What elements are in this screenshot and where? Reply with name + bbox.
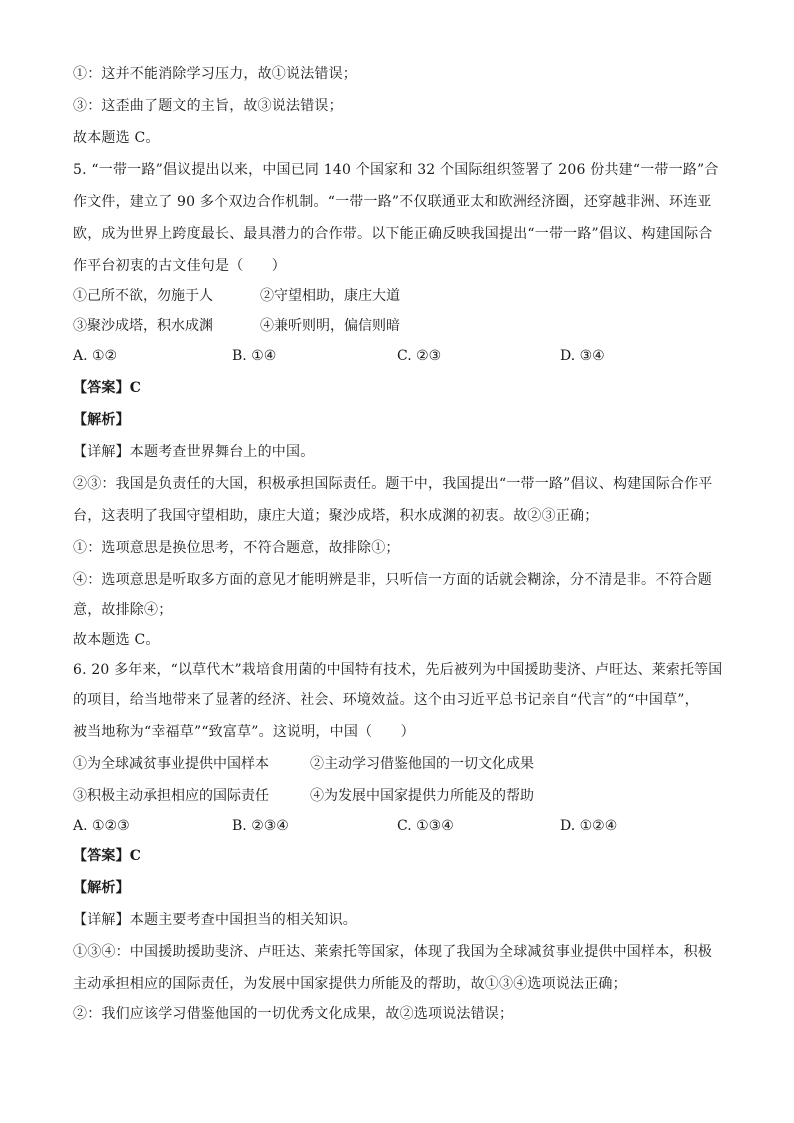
q5-item-4: ④兼听则明，偏信则暗: [260, 318, 400, 334]
q6-stem-line-3: 被当地称为“幸福草”“致富草”。这说明，中国（ ）: [73, 724, 415, 740]
q6-item-3: ③积极主动承担相应的国际责任: [73, 788, 269, 804]
q5-option-b: B. ①④: [232, 348, 277, 364]
q6-detail: 【详解】本题主要考查中国担当的相关知识。: [73, 912, 357, 928]
q5-detail: 【详解】本题考查世界舞台上的中国。: [73, 444, 315, 460]
q5-stem-line-2: 作文件，建立了 90 多个双边合作机制。“一带一路”不仅联通亚太和欧洲经济圈，还穿越非洲、环连亚: [73, 194, 712, 210]
q6-explanation-1-line-1: ①③④：中国援助援助斐济、卢旺达、莱索托等国家，体现了我国为全球减贫事业提供中国样本，积极: [73, 944, 712, 960]
q6-option-a: A. ①②③: [73, 818, 130, 834]
q6-explanation-1-line-2: 主动承担相应的国际责任，为发展中国家提供力所能及的帮助，故①③④选项说法正确；: [73, 976, 627, 992]
q5-explanation-3-line-1: ④：选项意思是听取多方面的意见才能明辨是非，只听信一方面的话就会糊涂，分不清是非。不符合题: [73, 572, 712, 588]
q5-stem-line-1: 5. “一带一路”倡议提出以来，中国已同 140 个国家和 32 个国际组织签署了 206 份共建“一带一路”合: [73, 162, 719, 178]
prev-conclusion: 故本题选 C。: [73, 130, 160, 146]
q6-answer: 【答案】C: [73, 848, 142, 864]
q6-explanation-2: ②：我们应该学习借鉴他国的一切优秀文化成果，故②选项说法错误；: [73, 1006, 514, 1022]
q5-explanation-2: ①：选项意思是换位思考，不符合题意，故排除①；: [73, 540, 400, 556]
q6-option-b: B. ②③④: [232, 818, 289, 834]
prev-explanation-line-2: ③：这歪曲了题文的主旨，故③说法错误；: [73, 98, 343, 114]
q5-option-c: C. ②③: [397, 348, 442, 364]
q6-option-d: D. ①②④: [560, 818, 618, 834]
q5-item-3: ③聚沙成塔，积水成渊: [73, 318, 213, 334]
q5-option-a: A. ①②: [73, 348, 118, 364]
q5-item-1: ①己所不欲，勿施于人: [73, 288, 213, 304]
q5-explanation-1-line-1: ②③：我国是负责任的大国，积极承担国际责任。题干中，我国提出“一带一路”倡议、构建国际合作平: [73, 476, 713, 492]
q6-analysis-label: 【解析】: [73, 880, 130, 896]
q6-item-1: ①为全球减贫事业提供中国样本: [73, 756, 269, 772]
q6-stem-line-2: 的项目，给当地带来了显著的经济、社会、环境效益。这个由习近平总书记亲自“代言”的“中国草”，: [73, 692, 699, 708]
q5-stem-line-3: 欧，成为世界上跨度最长、最具潜力的合作带。以下能正确反映我国提出“一带一路”倡议、构建国际合: [73, 226, 713, 242]
q5-option-d: D. ③④: [560, 348, 605, 364]
q6-stem-line-1: 6. 20 多年来，“以草代木”栽培食用菌的中国特有技术，先后被列为中国援助斐济、卢旺达、莱索托等国: [73, 662, 723, 678]
q5-analysis-label: 【解析】: [73, 412, 130, 428]
q5-item-2: ②守望相助，康庄大道: [260, 288, 400, 304]
q6-item-2: ②主动学习借鉴他国的一切文化成果: [310, 756, 534, 772]
q5-stem-line-4: 作平台初衷的古文佳句是（ ）: [73, 258, 286, 274]
q5-explanation-1-line-2: 台，这表明了我国守望相助，康庄大道；聚沙成塔，积水成渊的初衷。故②③正确；: [73, 508, 599, 524]
q6-option-c: C. ①③④: [397, 818, 454, 834]
q6-item-4: ④为发展中国家提供力所能及的帮助: [310, 788, 534, 804]
prev-explanation-line-1: ①：这并不能消除学习压力，故①说法错误；: [73, 66, 357, 82]
q5-conclusion: 故本题选 C。: [73, 632, 160, 648]
q5-answer: 【答案】C: [73, 380, 142, 396]
q5-explanation-3-line-2: 意，故排除④；: [73, 602, 173, 618]
